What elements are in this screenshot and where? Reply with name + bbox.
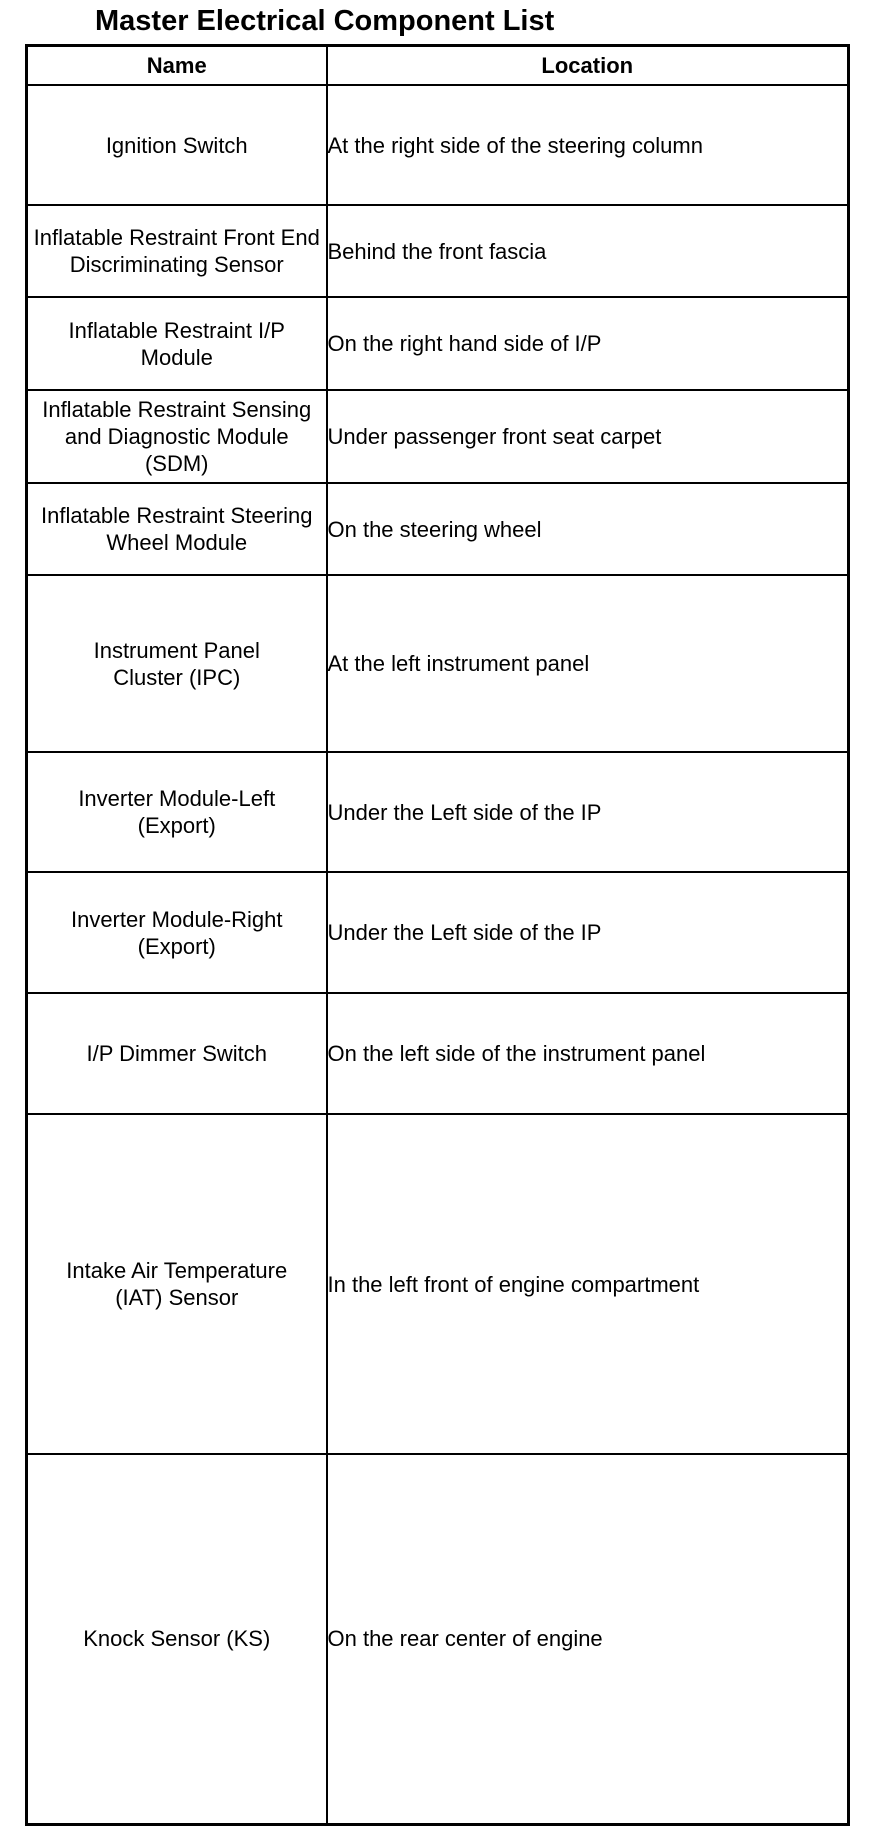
component-name-cell [27, 993, 327, 1114]
component-location: On the rear center of engine [327, 1454, 849, 1824]
table-row [27, 1114, 849, 1454]
component-name: Inflatable Restraint Steering Wheel Module [41, 503, 313, 555]
column-header-name: Name [27, 46, 327, 86]
table-row [27, 993, 849, 1114]
table-header [27, 46, 849, 86]
component-name: Inflatable Restraint I/P Module [68, 317, 285, 370]
table-row [27, 752, 849, 872]
component-name-cell [27, 390, 327, 483]
table-row [27, 297, 849, 390]
table-row [27, 872, 849, 993]
table-row [27, 390, 849, 483]
component-location: On the left side of the instrument panel [327, 993, 849, 1114]
component-name: Inverter Module-Left (Export) [78, 786, 276, 838]
component-location: Behind the front fascia [327, 205, 849, 297]
component-location: Under the Left side of the IP [327, 752, 849, 872]
table-body [27, 85, 849, 1824]
component-location: On the right hand side of I/P [327, 297, 849, 390]
component-location: At the left instrument panel [327, 575, 849, 752]
component-location: Under the Left side of the IP [327, 872, 849, 993]
component-name-cell [27, 1114, 327, 1454]
component-name-cell [27, 1454, 327, 1824]
table-row [27, 483, 849, 575]
component-name-cell [27, 575, 327, 752]
header-row [27, 46, 849, 86]
page-title: Master Electrical Component List [95, 5, 555, 37]
component-location: At the right side of the steering column [327, 85, 849, 205]
component-name-cell [27, 872, 327, 993]
component-name: Intake Air Temperature (IAT) Sensor [66, 1258, 288, 1310]
component-name-cell [27, 205, 327, 297]
component-name: Instrument Panel Cluster (IPC) [93, 637, 260, 690]
component-name-cell [27, 85, 327, 205]
table-row [27, 1454, 849, 1824]
table-row [27, 575, 849, 752]
column-header-location: Location [327, 46, 849, 86]
component-name-cell [27, 483, 327, 575]
component-name: I/P Dimmer Switch [86, 1041, 267, 1066]
component-location: Under passenger front seat carpet [327, 390, 849, 483]
component-location: In the left front of engine compartment [327, 1114, 849, 1454]
component-name: Inflatable Restraint Front End Discriminating Sensor [33, 225, 320, 277]
table-row [27, 85, 849, 205]
component-table [25, 44, 850, 1826]
table-row [27, 205, 849, 297]
component-name-cell [27, 297, 327, 390]
component-name: Knock Sensor (KS) [83, 1626, 271, 1652]
component-name: Ignition Switch [105, 132, 248, 158]
component-location: On the steering wheel [327, 483, 849, 575]
component-name-cell [27, 752, 327, 872]
component-name: Inverter Module-Right (Export) [70, 906, 283, 959]
component-name: Inflatable Restraint Sensing and Diagnostic Module (SDM) [42, 397, 312, 476]
